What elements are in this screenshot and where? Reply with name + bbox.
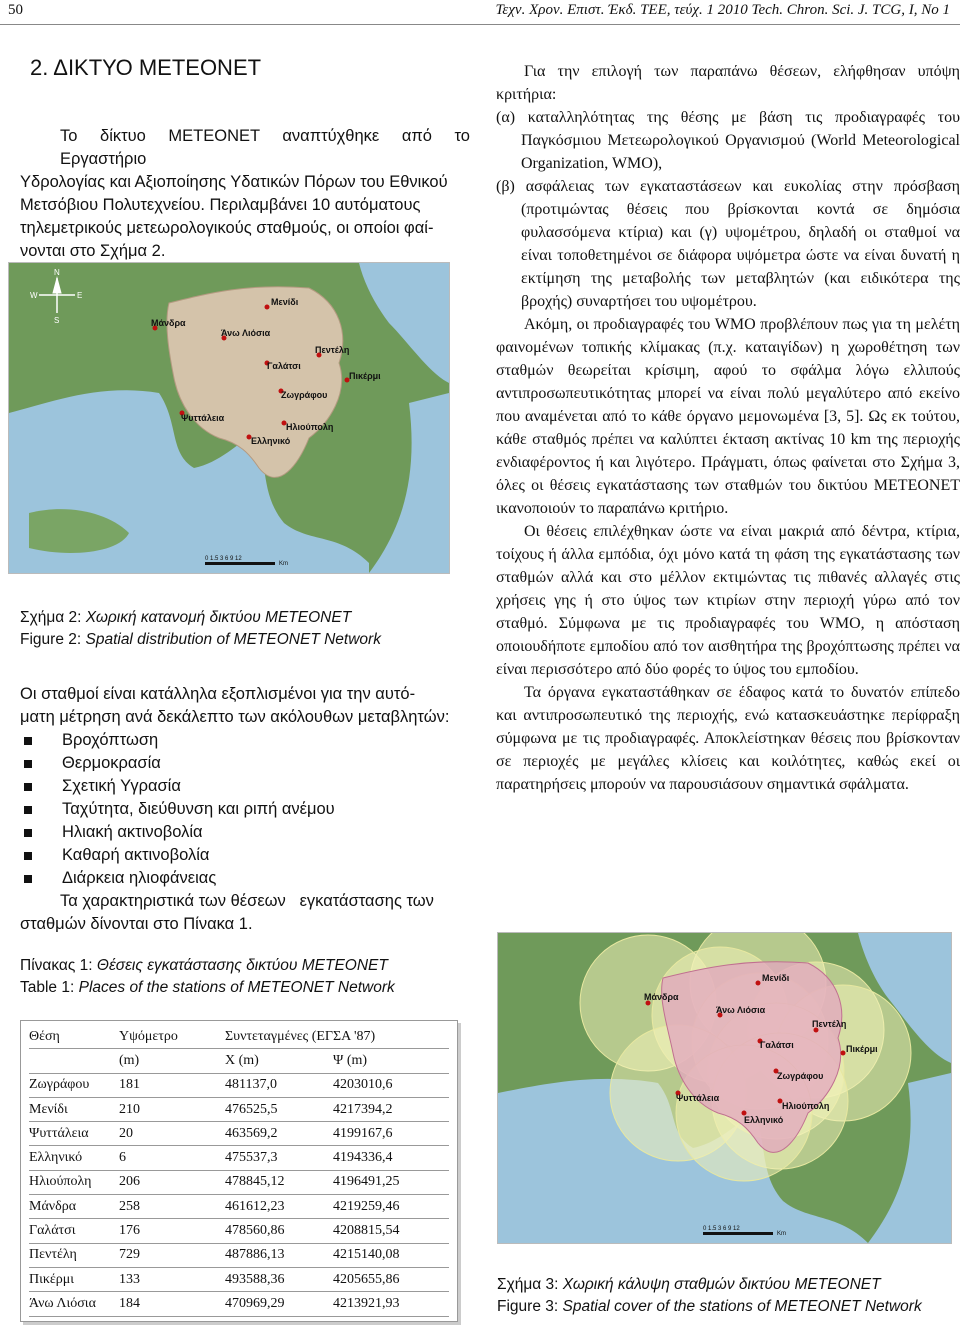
table-row: Ψυττάλεια 20 463569,2 4199167,6 (29, 1122, 449, 1146)
map-label: Γαλάτσι (267, 361, 301, 371)
section-title: 2. ΔΙΚΤΥΟ ΜΕΤΕΟΝΕΤ (30, 55, 262, 80)
caption-label: Πίνακας 1: (20, 957, 97, 974)
paragraph: Τα όργανα εγκαταστάθηκαν σε έδαφος κατά το δυνατόν επίπεδο και αντιπροσωπευτικό της περιοχής, ενώ κατασκευάστηκε περίφραξη σύμφωνα με τις προδιαγραφές. Αποκλείστηκαν θέσεις που βρίσκονταν σε περιοχές με μεγάλες κλίσεις και κοιλότητες, καθώς εκεί οι παρατηρήσεις μπορούν να παρουσιάσουν σημαντικά σφάλματα. (496, 684, 960, 793)
map-label: Πεντέλη (812, 1019, 847, 1029)
criterion-b: (β) ασφάλειας των εγκαταστάσεων και ευκολίας στην πρόσβαση (προτιμώντας θέσεις που βρίσκονται κοντά σε δημόσια φυλασσόμενα κτίρια) και (γ) υψομέτρου, δηλαδή οι σταθμοί να είναι τοποθετημένοι σε διάφορα υψόμετρα ώστε να είναι δυνατή η εκτίμηση της μεταβολής των μεταβλητών (και ειδικότερα της βροχής) συναρτήσει του υψομέτρου. (496, 178, 960, 310)
map-label: Ηλιούπολη (286, 422, 334, 432)
table-row: Γαλάτσι 176 478560,86 4208815,54 (29, 1219, 449, 1243)
table-header-row: Θέση Υψόμετρο Συντεταγμένες (ΕΓΣΑ '87) (29, 1025, 449, 1049)
figure-2-map (8, 262, 450, 574)
map-label: Ελληνικό (744, 1115, 784, 1125)
map-label: Πεντέλη (315, 345, 350, 355)
caption-text: Spatial cover of the stations of METEONET Network (562, 1298, 922, 1315)
caption-label: Σχήμα 3: (497, 1276, 563, 1293)
criterion-a: (α) καταλληλότητας της θέσης με βάση τις προδιαγραφές του Παγκόσμιου Μετεωρολογικού Οργανισμού (World Meteorological Organization, WMO), (496, 109, 960, 172)
intro-line: Μετσόβιου Πολυτεχνείου. Περιλαμβάνει 10 αυτόματους (20, 196, 421, 214)
caption-label: Table 1: (20, 979, 79, 996)
caption-text: Spatial distribution of METEONET Network (85, 631, 381, 648)
list-item: Ταχύτητα, διεύθυνση και ριπή ανέμου (20, 798, 470, 821)
map-label: Πικέρμι (349, 371, 381, 381)
table-header-row: (m) Χ (m) Ψ (m) (29, 1049, 449, 1073)
intro-line: τηλεμετρικούς μετεωρολογικούς σταθμούς, οι οποίοι φαί- (20, 219, 434, 237)
map-label: Μάνδρα (644, 992, 679, 1002)
table-reference-paragraph: Τα χαρακτηριστικά των θέσεων εγκατάστασης των σταθμών δίνονται στο Πίνακα 1. (20, 892, 434, 933)
list-item: Σχετική Υγρασία (20, 775, 470, 798)
header-divider (0, 24, 960, 25)
caption-text: Θέσεις εγκατάστασης δικτύου ΜΕΤΕΟΝΕΤ (96, 957, 388, 974)
compass-s: S (54, 316, 60, 325)
caption-label: Figure 3: (497, 1298, 563, 1315)
caption-text: Χωρική κατανομή δικτύου ΜΕΤΕΟΝΕΤ (85, 609, 352, 626)
compass-w: W (30, 291, 38, 300)
intro-line: νονται στο Σχήμα 2. (20, 242, 166, 260)
caption-text: Places of the stations of METEONET Network (78, 979, 395, 996)
list-item: Βροχόπτωση (20, 729, 470, 752)
caption-label: Σχήμα 2: (20, 609, 86, 626)
list-item: Θερμοκρασία (20, 752, 470, 775)
table-row: Πεντέλη 729 487886,13 4215140,08 (29, 1243, 449, 1267)
caption-label: Figure 2: (20, 631, 86, 648)
figure-3-map (497, 932, 952, 1244)
page-number: 50 (8, 2, 23, 18)
map-label: Μάνδρα (151, 318, 186, 328)
intro-paragraph (20, 125, 470, 263)
table-row: Ζωγράφου 181 481137,0 4203010,6 (29, 1073, 449, 1097)
equipment-paragraph (20, 683, 470, 729)
list-item: Διάρκεια ηλιοφάνειας (20, 867, 470, 890)
map-label: Άνω Λιόσια (221, 328, 271, 338)
map-label: Ζωγράφου (777, 1071, 824, 1081)
svg-text:Km: Km (777, 1231, 786, 1237)
list-item: Καθαρή ακτινοβολία (20, 844, 470, 867)
paragraph: Ακόμη, οι προδιαγραφές του WMO προβλέπουν πως για τη μελέτη φαινομένων τοπικής κλίμακας (π.χ. καταιγίδων) η χωροθέτηση των σταθμών θεωρείται κρίσιμη, αφού το σφάλμα λόγω ελλιπούς αντιπροσωπευτικότητας μπορεί να είναι πολύ μεγαλύτερο από εκείνο που αναμένεται από το κάθε όργανο μεμονωμένα [3, 5]. Ως εκ τούτου, κάθε σταθμός πρέπει να καλύπτει έκταση ακτίνας 10 km της περιοχής ενδιαφέροντος ή και λιγότερο. Πράγματι, όπως φαίνεται στο Σχήμα 3, όλες οι θέσεις εγκατάστασης των σταθμών του δικτύου ΜΕΤΕΟΝΕΤ ικανοποιούν το παραπάνω κριτήριο. (496, 316, 960, 517)
map-label: Πικέρμι (846, 1044, 878, 1054)
compass-e: E (77, 291, 83, 300)
svg-text:0 1.5 3 6 9 12: 0 1.5 3 6 9 12 (205, 556, 242, 562)
map-label: Μενίδι (762, 973, 790, 983)
map-label: Μενίδι (271, 297, 299, 307)
intro-line: Υδρολογίας και Αξιοποίησης Υδατικών Πόρων του Εθνικού (20, 173, 448, 191)
table-row: Ηλιούπολη 206 478845,12 4196491,25 (29, 1170, 449, 1194)
variables-list (20, 729, 470, 890)
list-item: Ηλιακή ακτινοβολία (20, 821, 470, 844)
paragraph: Για την επιλογή των παραπάνω θέσεων, ελήφθησαν υπόψη κριτήρια: (496, 63, 960, 103)
table-row: Μενίδι 210 476525,5 4217394,2 (29, 1097, 449, 1121)
table-row: Ελληνικό 6 475537,3 4194336,4 (29, 1146, 449, 1170)
figure-3-caption (497, 1274, 922, 1318)
map-label: Άνω Λιόσια (716, 1005, 766, 1015)
equipment-line: Οι σταθμοί είναι κατάλληλα εξοπλισμένοι για την αυτό- (20, 685, 416, 703)
intro-line: Το δίκτυο ΜΕΤΕΟΝΕΤ αναπτύχθηκε από το Εργαστήριο (60, 127, 470, 168)
paragraph: Οι θέσεις επιλέχθηκαν ώστε να είναι μακριά από δέντρα, κτίρια, τοίχους ή άλλα εμπόδια, όχι μόνο κατά τη φάση της εγκατάστασης των σταθμών αλλά και στο μέλλον εκτιμώντας τις πιθανές αλλαγές στις χρήσεις γης ή στο ύψος των κτιρίων στην περιοχή γύρω από τον σταθμό. Σύμφωνα με τις προδιαγραφές του WMO, η απόσταση οποιουδήποτε εμποδίου από τον αισθητήρα της βροχόπτωσης πρέπει να είναι περισσότερο από δύο φορές το ύψος του εμποδίου. (496, 523, 960, 678)
table-row: Μάνδρα 258 461612,23 4219259,46 (29, 1195, 449, 1219)
map-label: Ελληνικό (251, 436, 291, 446)
map-label: Ψυττάλεια (676, 1093, 720, 1103)
map-label: Ψυττάλεια (181, 413, 225, 423)
caption-text: Χωρική κάλυψη σταθμών δικτύου ΜΕΤΕΟΝΕΤ (562, 1276, 881, 1293)
stations-table (20, 1020, 458, 1322)
table-1-caption (20, 955, 395, 999)
right-column-text (496, 60, 960, 796)
figure-2-caption (20, 607, 381, 651)
svg-text:0 1.5 3 6 9 12: 0 1.5 3 6 9 12 (703, 1226, 740, 1232)
compass-n: N (54, 268, 60, 277)
map-label: Γαλάτσι (760, 1040, 794, 1050)
map-label: Ηλιούπολη (782, 1101, 830, 1111)
table-row: Πικέρμι 133 493588,36 4205655,86 (29, 1267, 449, 1291)
svg-text:Km: Km (279, 561, 288, 567)
table-row: Άνω Λιόσια 184 470969,29 4213921,93 (29, 1292, 449, 1316)
map-label: Ζωγράφου (281, 390, 328, 400)
running-header: Τεχν. Χρον. Επιστ. Έκδ. ΤΕΕ, τεύχ. 1 2010 Tech. Chron. Sci. J. TCG, I, No 1 (495, 2, 950, 18)
equipment-line: ματη μέτρηση ανά δεκάλεπτο των ακόλουθων μεταβλητών: (20, 708, 450, 726)
